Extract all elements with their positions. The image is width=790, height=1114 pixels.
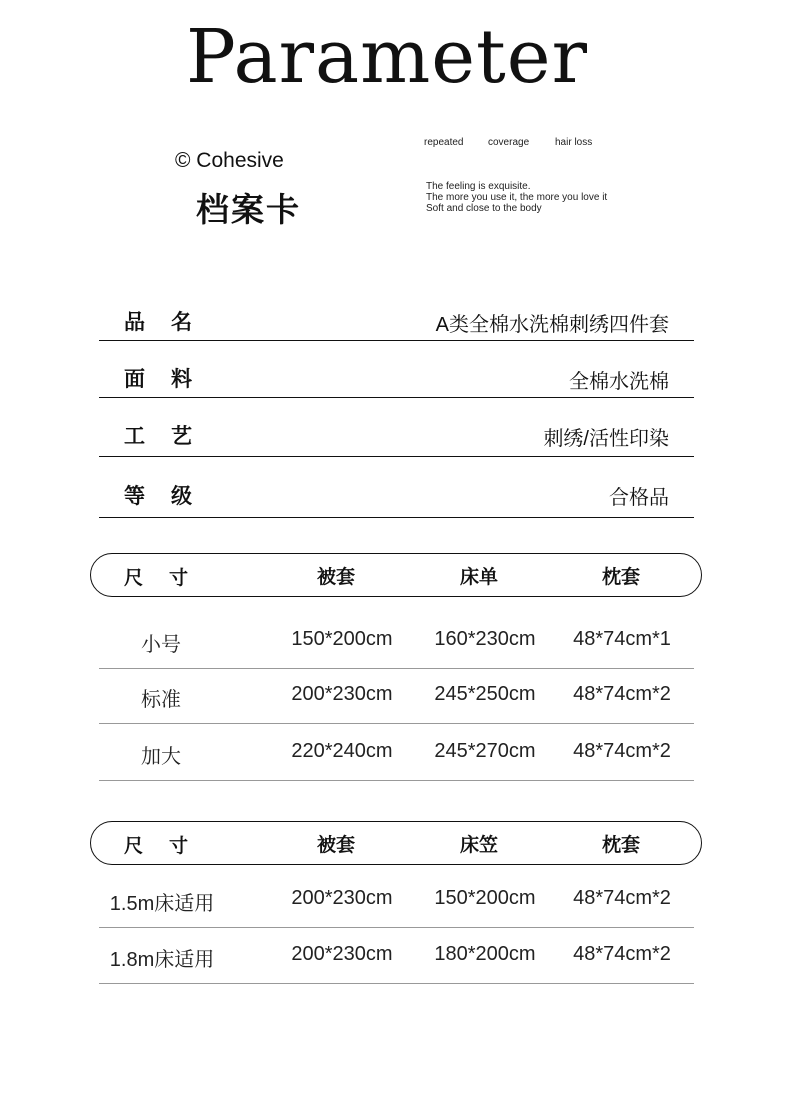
slogan-line: Soft and close to the body xyxy=(426,203,542,214)
table-cell: 245*250cm xyxy=(434,683,536,705)
table-cell: 48*74cm*2 xyxy=(573,683,671,705)
table-cell: 180*200cm xyxy=(434,943,536,965)
table-cell: 200*230cm xyxy=(291,943,393,965)
table2-header-fitted-sheet: 床笠 xyxy=(459,834,498,856)
table1-header xyxy=(90,553,702,597)
info-row-craft xyxy=(99,398,694,457)
table-cell: 加大 xyxy=(141,746,181,768)
table-cell: 48*74cm*2 xyxy=(573,943,671,965)
info-row-name xyxy=(99,300,694,341)
table1-header-size: 尺寸 xyxy=(124,567,215,589)
info-value: 全棉水洗棉 xyxy=(569,371,669,393)
table-cell: 160*230cm xyxy=(434,628,536,650)
info-label: 面料 xyxy=(124,367,218,391)
table-cell: 150*200cm xyxy=(434,887,536,909)
table-cell: 1.5m床适用 xyxy=(109,893,215,915)
info-row-grade xyxy=(99,457,694,518)
slogan xyxy=(426,181,607,214)
brand-name: © Cohesive xyxy=(175,149,284,172)
info-value: 刺绣/活性印染 xyxy=(543,428,669,450)
table-row xyxy=(99,724,694,781)
table1-header-duvet: 被套 xyxy=(316,566,355,588)
table-cell: 标准 xyxy=(141,689,181,711)
table-cell: 200*230cm xyxy=(291,887,393,909)
table-cell: 200*230cm xyxy=(291,683,393,705)
table-row xyxy=(99,872,694,928)
table1-header-pillowcase: 枕套 xyxy=(601,566,640,588)
info-label: 等级 xyxy=(124,484,218,508)
info-value: 合格品 xyxy=(609,487,669,509)
info-label: 工艺 xyxy=(124,424,218,448)
table-cell: 220*240cm xyxy=(291,740,393,762)
table2-header-size: 尺寸 xyxy=(124,835,215,857)
table-cell: 48*74cm*2 xyxy=(573,887,671,909)
table-cell: 245*270cm xyxy=(434,740,536,762)
page-title: Parameter xyxy=(186,14,588,100)
keyword-hair-loss: hair loss xyxy=(555,137,593,148)
table-cell: 48*74cm*1 xyxy=(573,628,671,650)
table-cell: 1.8m床适用 xyxy=(109,949,215,971)
table-row xyxy=(99,928,694,984)
table2-header xyxy=(90,821,702,865)
table2-header-pillowcase: 枕套 xyxy=(601,834,640,856)
table-cell: 150*200cm xyxy=(291,628,393,650)
table-row xyxy=(99,669,694,724)
card-title: 档案卡 xyxy=(196,190,301,229)
table2-header-duvet: 被套 xyxy=(316,834,355,856)
info-value: A类全棉水洗棉刺绣四件套 xyxy=(435,314,669,336)
slogan-line: The more you use it, the more you love it xyxy=(426,192,608,203)
keyword-repeated: repeated xyxy=(424,137,464,148)
table1-header-sheet: 床单 xyxy=(459,566,498,588)
info-label: 品名 xyxy=(124,310,218,334)
keyword-coverage: coverage xyxy=(488,137,530,148)
table-cell: 小号 xyxy=(141,634,181,656)
table-row xyxy=(99,612,694,669)
info-row-fabric xyxy=(99,341,694,398)
table-cell: 48*74cm*2 xyxy=(573,740,671,762)
slogan-line: The feeling is exquisite. xyxy=(426,181,531,192)
